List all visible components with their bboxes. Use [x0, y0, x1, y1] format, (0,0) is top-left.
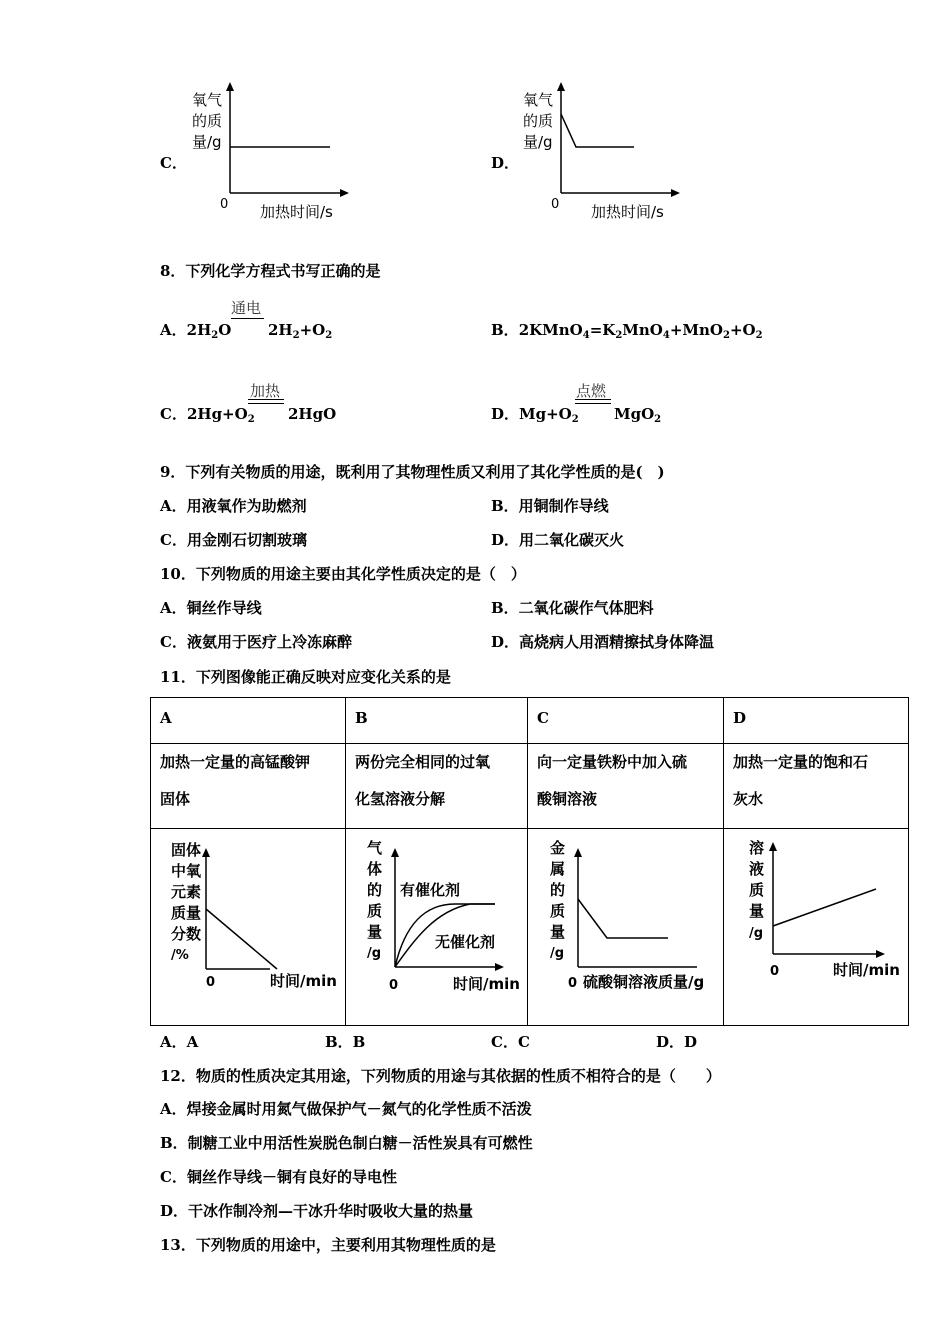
svg-text:质: 质 — [550, 902, 566, 920]
q12-stem: 12．物质的性质决定其用途，下列物质的用途与其依据的性质不相符合的是（ ） — [160, 1067, 721, 1085]
q8-d-bar-2 — [575, 403, 611, 404]
q11-graph-b-cell — [346, 829, 528, 1026]
q7c-origin: 0 — [220, 197, 229, 212]
q11-desc-c: 向一定量铁粉中加入硫 酸铜溶液 — [528, 744, 724, 829]
svg-text:/g: /g — [550, 946, 565, 961]
q7d-ylabel-2: 的质 — [523, 112, 554, 130]
q8-option-a: A．$2H_2O$ — [160, 321, 232, 341]
q8-d-right: MgO$_2$ — [614, 405, 662, 425]
svg-text:中氧: 中氧 — [171, 862, 202, 880]
q10-option-c: C．液氨用于医疗上冷冻麻醉 — [160, 633, 352, 651]
q11-desc-a: 加热一定量的高锰酸钾 固体 — [151, 744, 346, 829]
q9-option-d: D．用二氧化碳灭火 — [491, 531, 625, 549]
q11-graph-a — [160, 829, 345, 1025]
q11-graph-c — [537, 829, 723, 1025]
svg-text:/%: /% — [171, 948, 189, 963]
q7d-ylabel-3: 量/g — [523, 133, 553, 151]
q8-c-right: 2HgO — [288, 405, 337, 423]
svg-text:硫酸铜溶液质量/g: 硫酸铜溶液质量/g — [583, 973, 705, 991]
svg-text:量: 量 — [749, 902, 765, 920]
q11b-curve1-label: 有催化剂 — [400, 881, 461, 899]
q13-stem: 13．下列物质的用途中，主要利用其物理性质的是 — [160, 1236, 496, 1254]
q9-stem: 9．下列有关物质的用途，既利用了其物理性质又利用了其化学性质的是( ) — [160, 463, 665, 481]
svg-text:/g: /g — [367, 946, 382, 961]
svg-text:液: 液 — [749, 860, 765, 878]
svg-text:量: 量 — [550, 923, 566, 941]
svg-text:/g: /g — [749, 926, 764, 941]
q7d-ylabel-1: 氧气 — [523, 91, 554, 109]
svg-text:气: 气 — [367, 839, 383, 857]
svg-text:质: 质 — [367, 902, 383, 920]
svg-text:分数: 分数 — [171, 925, 202, 943]
q7-graph-c — [180, 80, 360, 225]
q11-table — [150, 697, 909, 1026]
svg-text:0: 0 — [206, 975, 216, 990]
q8-c-condition: 加热 — [250, 382, 281, 400]
q8-d-bar-1 — [575, 399, 611, 400]
q9-option-a: A．用液氧作为助燃剂 — [160, 497, 307, 515]
q12-option-d: D．干冰作制冷剂—干冰升华时吸收大量的热量 — [160, 1202, 474, 1220]
q8-c-bar-2 — [248, 403, 284, 404]
q11-graph-a-cell — [151, 829, 346, 1026]
q7d-origin: 0 — [551, 197, 560, 212]
svg-text:0: 0 — [389, 978, 399, 993]
q7c-ylabel-3: 量/g — [192, 133, 222, 151]
svg-text:金: 金 — [550, 839, 566, 857]
q8-a-right: $2H_2+O_2$ — [268, 321, 333, 341]
q10-option-d: D．高烧病人用酒精擦拭身体降温 — [491, 633, 715, 651]
svg-text:元素: 元素 — [171, 883, 202, 901]
q8-a-bar — [231, 318, 264, 319]
q10-option-a: A．铜丝作导线 — [160, 599, 262, 617]
q11-header-b: B — [346, 698, 528, 744]
q11-answer-d: D．D — [656, 1033, 698, 1051]
q11b-curve2-label: 无催化剂 — [435, 933, 496, 951]
svg-text:的: 的 — [550, 881, 566, 899]
svg-text:体: 体 — [367, 860, 383, 878]
q10-stem: 10．下列物质的用途主要由其化学性质决定的是（ ） — [160, 565, 526, 583]
q7-option-c-label: C． — [160, 154, 187, 172]
q7c-xlabel: 加热时间/s — [260, 203, 333, 221]
q11-header-d: D — [724, 698, 909, 744]
svg-text:时间/min: 时间/min — [833, 961, 900, 979]
q8-option-b: B．$2KMnO_4=K_2MnO_4+MnO_2+O_2$ — [491, 321, 763, 341]
q12-option-c: C．铜丝作导线－铜有良好的导电性 — [160, 1168, 397, 1186]
svg-text:时间/min: 时间/min — [270, 972, 337, 990]
q7-graph-d — [511, 80, 691, 225]
q7d-xlabel: 加热时间/s — [591, 203, 664, 221]
q11-graph-d-cell — [724, 829, 909, 1026]
q8-a-condition: 通电 — [231, 299, 262, 317]
q11-answer-a: A．A — [160, 1033, 199, 1051]
svg-text:溶: 溶 — [749, 839, 765, 857]
q7-option-d-label: D． — [491, 154, 520, 172]
svg-text:的: 的 — [367, 881, 383, 899]
svg-text:量: 量 — [367, 923, 383, 941]
q9-option-b: B．用铜制作导线 — [491, 497, 609, 515]
q7c-ylabel-1: 氧气 — [192, 91, 223, 109]
q7c-ylabel-2: 的质 — [192, 112, 223, 130]
q11-header-a: A — [151, 698, 346, 744]
q11-stem: 11．下列图像能正确反映对应变化关系的是 — [160, 668, 451, 686]
svg-text:质: 质 — [749, 881, 765, 899]
q11-answer-c: C．C — [491, 1033, 530, 1051]
svg-text:0: 0 — [568, 976, 578, 991]
q8-option-c: C．$2Hg+O_2$ — [160, 405, 255, 425]
q10-option-b: B．二氧化碳作气体肥料 — [491, 599, 654, 617]
q11-graph-b — [355, 829, 527, 1025]
svg-text:固体: 固体 — [171, 841, 202, 859]
q12-option-b: B．制糖工业中用活性炭脱色制白糖－活性炭具有可燃性 — [160, 1134, 533, 1152]
q11-graph-d — [733, 829, 908, 1025]
q12-option-a: A．焊接金属时用氮气做保护气－氮气的化学性质不活泼 — [160, 1100, 532, 1118]
q11-desc-d: 加热一定量的饱和石 灰水 — [724, 744, 909, 829]
svg-text:质量: 质量 — [171, 904, 202, 922]
q8-c-bar-1 — [248, 399, 284, 400]
svg-text:时间/min: 时间/min — [453, 975, 520, 993]
q9-option-c: C．用金刚石切割玻璃 — [160, 531, 307, 549]
q11-desc-b: 两份完全相同的过氧 化氢溶液分解 — [346, 744, 528, 829]
q8-d-condition: 点燃 — [576, 382, 607, 400]
q8-option-d: D．$Mg+O_2$ — [491, 405, 579, 425]
q11-answer-b: B．B — [325, 1033, 366, 1051]
svg-text:属: 属 — [550, 860, 566, 878]
q11-header-c: C — [528, 698, 724, 744]
svg-text:0: 0 — [770, 964, 780, 979]
q11-graph-c-cell — [528, 829, 724, 1026]
q8-stem: 8．下列化学方程式书写正确的是 — [160, 262, 381, 280]
